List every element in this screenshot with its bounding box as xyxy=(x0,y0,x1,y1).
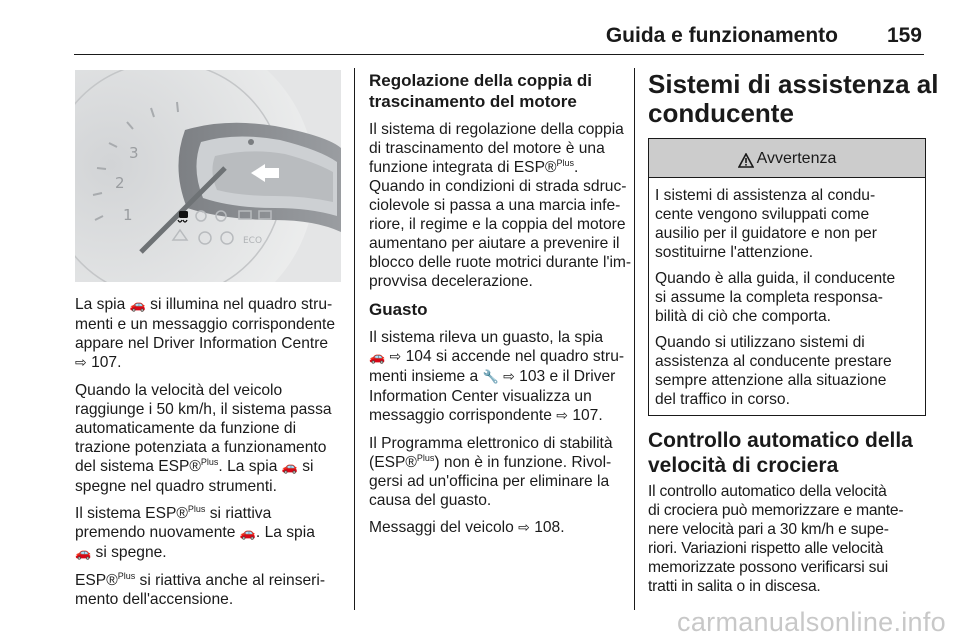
page-number: 159 xyxy=(886,24,922,47)
page-ref-arrow[interactable]: ⇨ xyxy=(556,408,568,424)
column-divider-1 xyxy=(354,68,355,610)
section-title: Guida e funzionamento xyxy=(605,24,838,47)
page-ref-arrow[interactable]: ⇨ xyxy=(503,369,515,385)
heading-cruise-control: Controllo automatico della velocità di crociera xyxy=(648,429,913,477)
watermark: carmanualsonline.info xyxy=(677,607,946,637)
eco-label: ECO xyxy=(243,236,263,246)
header-rule xyxy=(74,54,924,55)
heading-guasto: Guasto xyxy=(369,300,428,319)
speedo-digit-3: 3 xyxy=(129,144,139,162)
wrench-icon: 🔧 xyxy=(482,370,499,385)
page-header xyxy=(0,24,960,54)
page-ref-arrow[interactable]: ⇨ xyxy=(75,355,87,371)
warning-header xyxy=(649,139,925,178)
esp-off-icon: 🚗 xyxy=(75,546,92,561)
warning-title: Avvertenza xyxy=(756,149,837,167)
esp-warning-icon: 🚗 xyxy=(369,350,386,365)
speedo-digit-1: 1 xyxy=(123,206,133,224)
esp-off-icon: 🚗 xyxy=(281,460,298,475)
column-2: Regolazione della coppia di trascinamento del motore Il sistema di regolazione della coppia di trascinamento del motore è una funzione integrata di ESP®$^{Plus}$. Quando in condizioni di strada sdruc- ciolevole si passa a una marcia infe- riore, il regime e la coppia del motore aumentano per aiutare a prevenire il blocco delle ruote motrici durante l'im- provvisa decelerazione. Guasto Il sistema rileva un guasto, la spia 🚗 ⇨ 104 si accende nel quadro stru- menti insieme a 🔧 ⇨ 103 e il Driver Information Center visualizza un messaggio corrispondente ⇨ 107. Il Programma elettronico di stabilità (ESP®$^{Plus}$) non è in funzione. Rivol- gersi ad un'officina per eliminare la causa del guasto. Messaggi del veicolo ⇨ 108. xyxy=(369,70,634,546)
esp-off-button-icon: 🚗 xyxy=(239,526,256,541)
column-1: 3 2 1 ECO La spia 🚗 si illumina nel quadro stru- menti e un messaggio corrispondente appare nel Driver Information Centre ⇨ 107. Quando la velocità del veicolo raggiunge i 50 km/h, il sistema passa automaticamente da funzione di trazione potenziata a funzionamento del sistema ESP®$^{Plus}$. La spia 🚗 si spegne nel quadro strumenti. Il sistema ESP®$^{Plus}$ si riattiva premendo nuovamente 🚗. La spia 🚗 si spegne. ESP®$^{Plus}$ si riattiva anche al reinseri- mento dell'accensione. xyxy=(75,70,341,617)
warning-box: Avvertenza I sistemi di assistenza al condu- cente vengono sviluppati come ausilio per il guidatore e non per sostituirne l'attenzione. Quando è alla guida, il conducente si assume la completa responsa- bilità di ciò che comporta. Quando si utilizzano sistemi di assistenza al conducente prestare sempre attenzione alla situazione del traffico in corso. xyxy=(648,138,926,416)
page-ref-arrow[interactable]: ⇨ xyxy=(389,349,402,365)
column-divider-2 xyxy=(634,68,635,610)
heading-driver-assistance: Sistemi di assistenza al conducente xyxy=(648,69,939,128)
speedo-digit-2: 2 xyxy=(115,174,125,192)
warning-triangle-icon xyxy=(738,153,754,168)
column-3: Sistemi di assistenza al conducente Avvertenza I sistemi di assistenza al condu- cente vengono sviluppati come ausilio per il guidatore e non per sostituirne l'attenzione. Quando è alla guida, il conducente si assume la completa responsa- bilità di ciò che comporta. Quando si utilizzano sistemi di assistenza al conducente prestare sempre attenzione alla situazione del traffico in corso. Controllo automatico della velocità di crociera Il controllo automatico della velocità di crociera può memorizzare e mante- nere velocità pari a 30 km/h e supe- riori. Variazioni rispetto alle velocità memorizzate possono verificarsi sui tratti in salita o in discesa. xyxy=(648,69,939,595)
instrument-cluster-illustration xyxy=(75,70,341,282)
page-ref-arrow[interactable]: ⇨ xyxy=(518,520,530,536)
instrument-cluster-figure xyxy=(75,70,341,282)
esp-off-icon: 🚗 xyxy=(129,298,146,313)
heading-engine-drag-torque: Regolazione della coppia di trascinamento del motore xyxy=(369,71,592,111)
